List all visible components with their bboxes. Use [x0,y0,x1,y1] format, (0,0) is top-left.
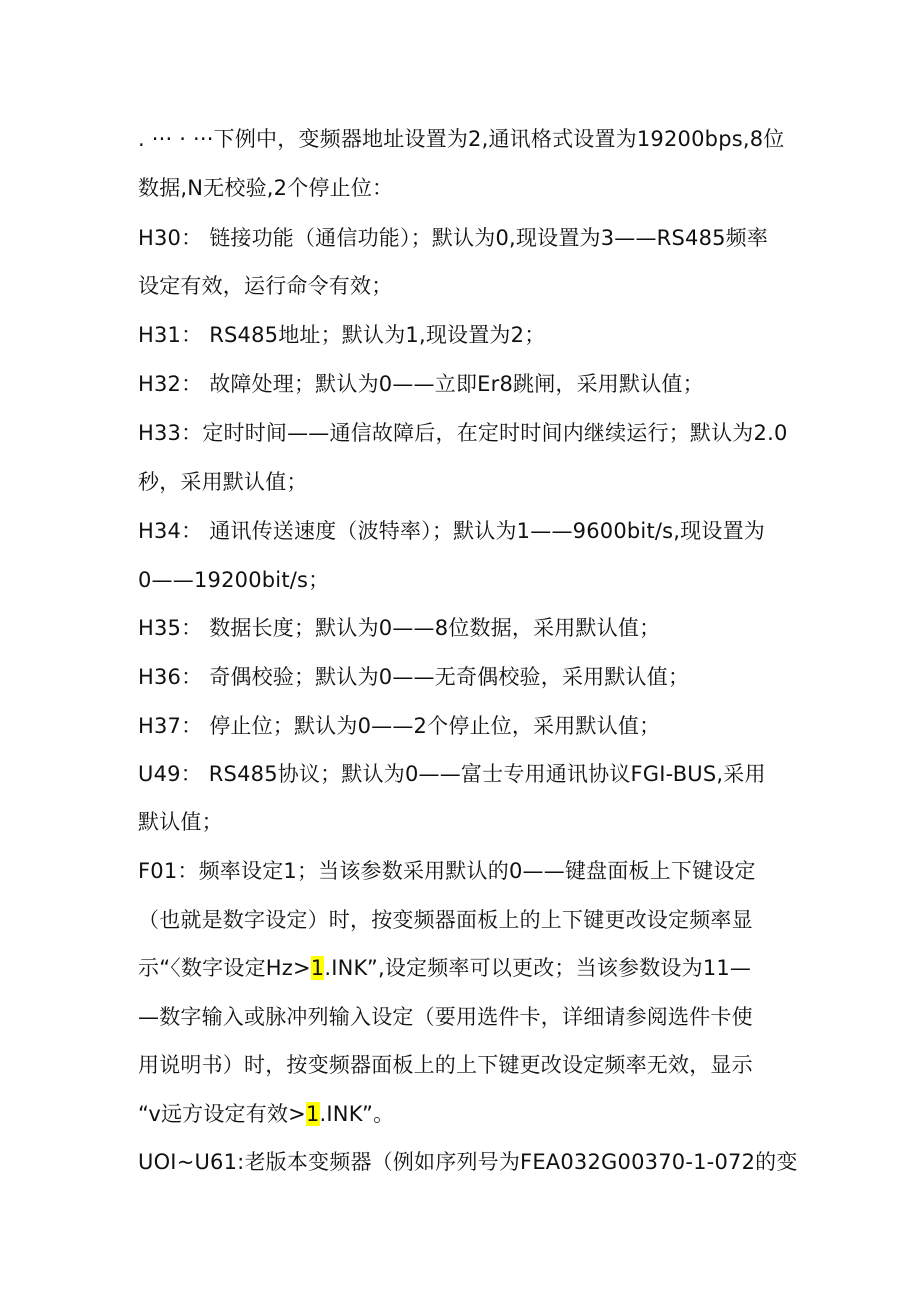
text-line-12: H36： 奇偶校验；默认为0——无奇偶校验，采用默认值； [138,665,690,689]
text-line-18 [138,953,751,983]
text-line-13: H37： 停止位；默认为0——2个停止位，采用默认值； [138,714,661,738]
text-line-5: H31： RS485地址；默认为1,现设置为2； [138,323,546,347]
highlighted-text: 1 [305,1102,320,1126]
text-line-19: —数字输入或脉冲列输入设定（要用选件卡，详细请参阅选件卡使 [138,1005,753,1029]
text-line-21 [138,1099,394,1129]
text-line-7: H33：定时时间——通信故障后，在定时时间内继续运行；默认为2.0 [138,421,788,445]
text-line-6: H32： 故障处理；默认为0——立即Er8跳闸，采用默认值； [138,372,704,396]
text-line-8: 秒，采用默认值； [138,470,308,494]
text-line-15: 默认值； [138,810,223,834]
text-segment: .INK”。 [319,1102,395,1126]
text-segment: .INK”,设定频率可以更改；当该参数设为11— [324,956,752,980]
text-line-20: 用说明书）时，按变频器面板上的上下键更改设定频率无效，显示 [138,1053,753,1077]
text-line-9: H34： 通讯传送速度（波特率）；默认为1——9600bit/s,现设置为 [138,519,765,543]
text-line-16: F01：频率设定1；当该参数采用默认的0——键盘面板上下键设定 [138,859,756,883]
text-line-2: 数据,N无校验,2个停止位： [138,176,394,200]
highlighted-text: 1 [310,956,325,980]
text-line-4: 设定有效，运行命令有效； [138,274,393,298]
text-line-14: U49： RS485协议；默认为0——富士专用通讯协议FGI-BUS,采用 [138,762,766,786]
text-line-10: 0——19200bit/s； [138,568,330,592]
text-line-22: UOI~U61:老版本变频器（例如序列号为FEA032G00370-1-072的变 [138,1150,798,1174]
text-line-17: （也就是数字设定）时，按变频器面板上的上下键更改设定频率显 [138,908,753,932]
text-line-3: H30： 链接功能（通信功能）；默认为0,现设置为3——RS485频率 [138,226,769,250]
text-line-11: H35： 数据长度；默认为0——8位数据，采用默认值； [138,616,661,640]
text-segment: 示“〈数字设定Hz> [138,956,311,980]
text-line-1: . ··· · ···下例中，变频器地址设置为2,通讯格式设置为19200bps,8位 [138,127,785,151]
text-segment: “v远方设定有效> [138,1102,306,1126]
